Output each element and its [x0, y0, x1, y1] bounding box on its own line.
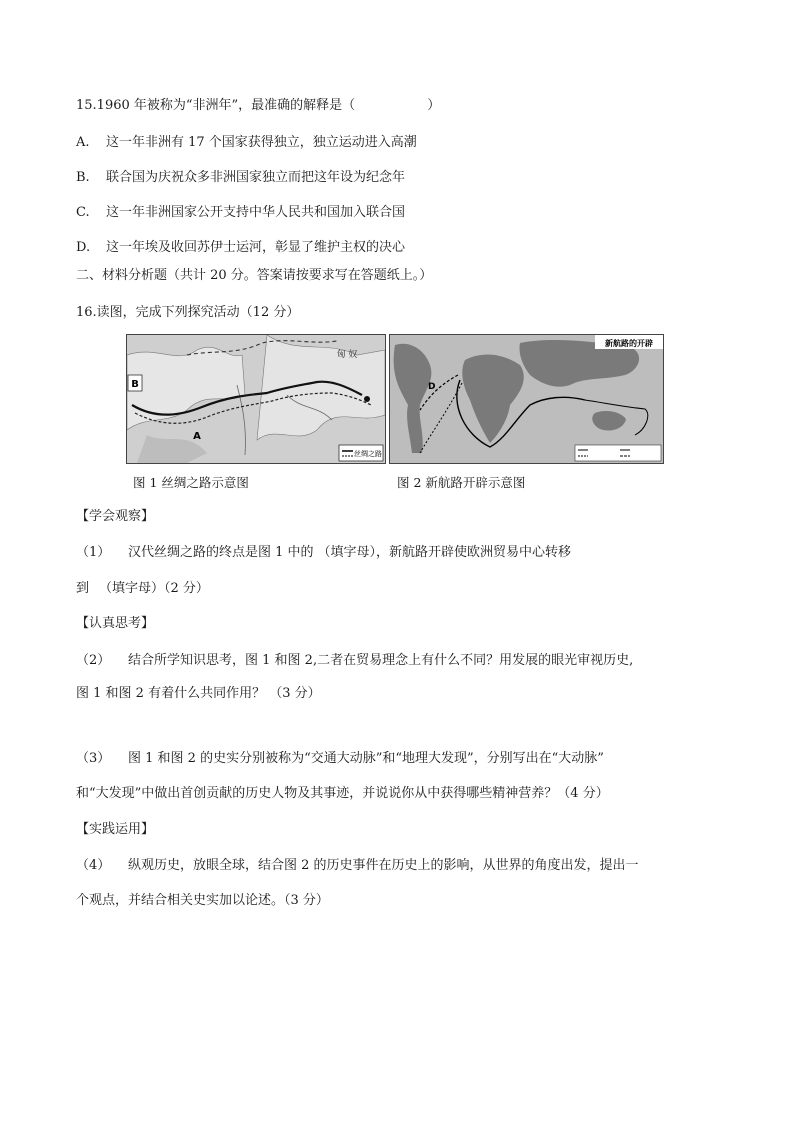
sub-question-text: 汉代丝绸之路的终点是图 1 中的 [128, 545, 314, 560]
map-label-xiongnu: 匈 奴 [336, 350, 358, 360]
q15-option-d [76, 240, 405, 256]
sub-question-4 [76, 858, 639, 874]
option-text: 这一年非洲有 17 个国家获得独立，独立运动进入高潮 [106, 135, 417, 150]
map-marker-b: B [131, 379, 139, 390]
sub-question-4-cont: 个观点，并结合相关史实加以论述。（3 分） [76, 893, 329, 908]
sub-question-text: 结合所学知识思考，图 1 和图 2,二者在贸易理念上有什么不同？用发展的眼光审视历史, [128, 653, 634, 668]
option-letter: B. [76, 170, 90, 185]
option-text: 这一年非洲国家公开支持中华人民共和国加入联合国 [106, 205, 406, 220]
sub-question-text: （填字母），新航路开辟使欧洲贸易中心转移 [317, 545, 572, 560]
silk-road-map-image [127, 335, 385, 463]
sub-question-number: （3） [76, 751, 111, 766]
sub-question-2-cont: 图 1 和图 2 有着什么共同作用？ （3 分） [76, 686, 321, 701]
sub-question-number: （2） [76, 653, 111, 668]
sub-question-number: （1） [76, 545, 111, 560]
section-apply-heading: 【实践运用】 [76, 822, 155, 837]
option-text: 这一年埃及收回苏伊士运河，彰显了维护主权的决心 [106, 240, 406, 255]
sub-question-1 [76, 545, 571, 561]
sub-question-text: 纵观历史，放眼全球，结合图 2 的历史事件在历史上的影响，从世界的角度出发，提出一 [128, 858, 639, 873]
section-observe-heading: 【学会观察】 [76, 509, 155, 524]
q15-option-c [76, 205, 405, 221]
sub-question-2 [76, 653, 633, 669]
sub-question-text: 到 [76, 581, 90, 596]
figure-1-caption: 图 1 丝绸之路示意图 [133, 475, 249, 490]
q15-stem [76, 98, 440, 114]
section-heading: 二、材料分析题（共计 20 分。答案请按要求写在答题纸上。） [76, 268, 433, 283]
sub-question-text: 图 1 和图 2 的史实分别被称为“交通大动脉”和“地理大发现”，分别写出在“大动脉” [128, 751, 604, 766]
legend-label: 丝绸之路 [354, 450, 382, 458]
new-routes-map-image [390, 335, 663, 463]
sub-question-text: （填字母）（2 分） [99, 581, 209, 596]
figure-2-caption: 图 2 新航路开辟示意图 [397, 475, 526, 490]
q15-option-b [76, 170, 405, 186]
option-letter: C. [76, 205, 90, 220]
sub-question-3 [76, 751, 604, 767]
sub-question-3-cont: 和“大发现”中做出首创贡献的历史人物及其事迹，并说说你从中获得哪些精神营养？（4 分） [76, 786, 609, 801]
q15-stem-text: 15.1960 年被称为“非洲年”，最准确的解释是（ [76, 98, 356, 113]
figure-new-routes-map [389, 334, 664, 464]
q16-stem: 16.读图，完成下列探究活动（12 分） [76, 305, 300, 320]
map-marker-d: D [428, 382, 436, 392]
q15-stem-close: ） [427, 98, 441, 113]
sub-question-1-cont [76, 581, 209, 597]
option-letter: A. [76, 135, 90, 150]
map-marker-a: A [193, 431, 201, 442]
option-letter: D. [76, 240, 91, 255]
option-text: 联合国为庆祝众多非洲国家独立而把这年设为纪念年 [106, 170, 406, 185]
q15-option-a [76, 135, 417, 151]
map-title: 新航路的开辟 [605, 339, 653, 348]
figure-silk-road-map [126, 334, 386, 464]
map-legend-2 [575, 445, 661, 461]
section-think-heading: 【认真思考】 [76, 616, 155, 631]
sub-question-number: （4） [76, 858, 111, 873]
